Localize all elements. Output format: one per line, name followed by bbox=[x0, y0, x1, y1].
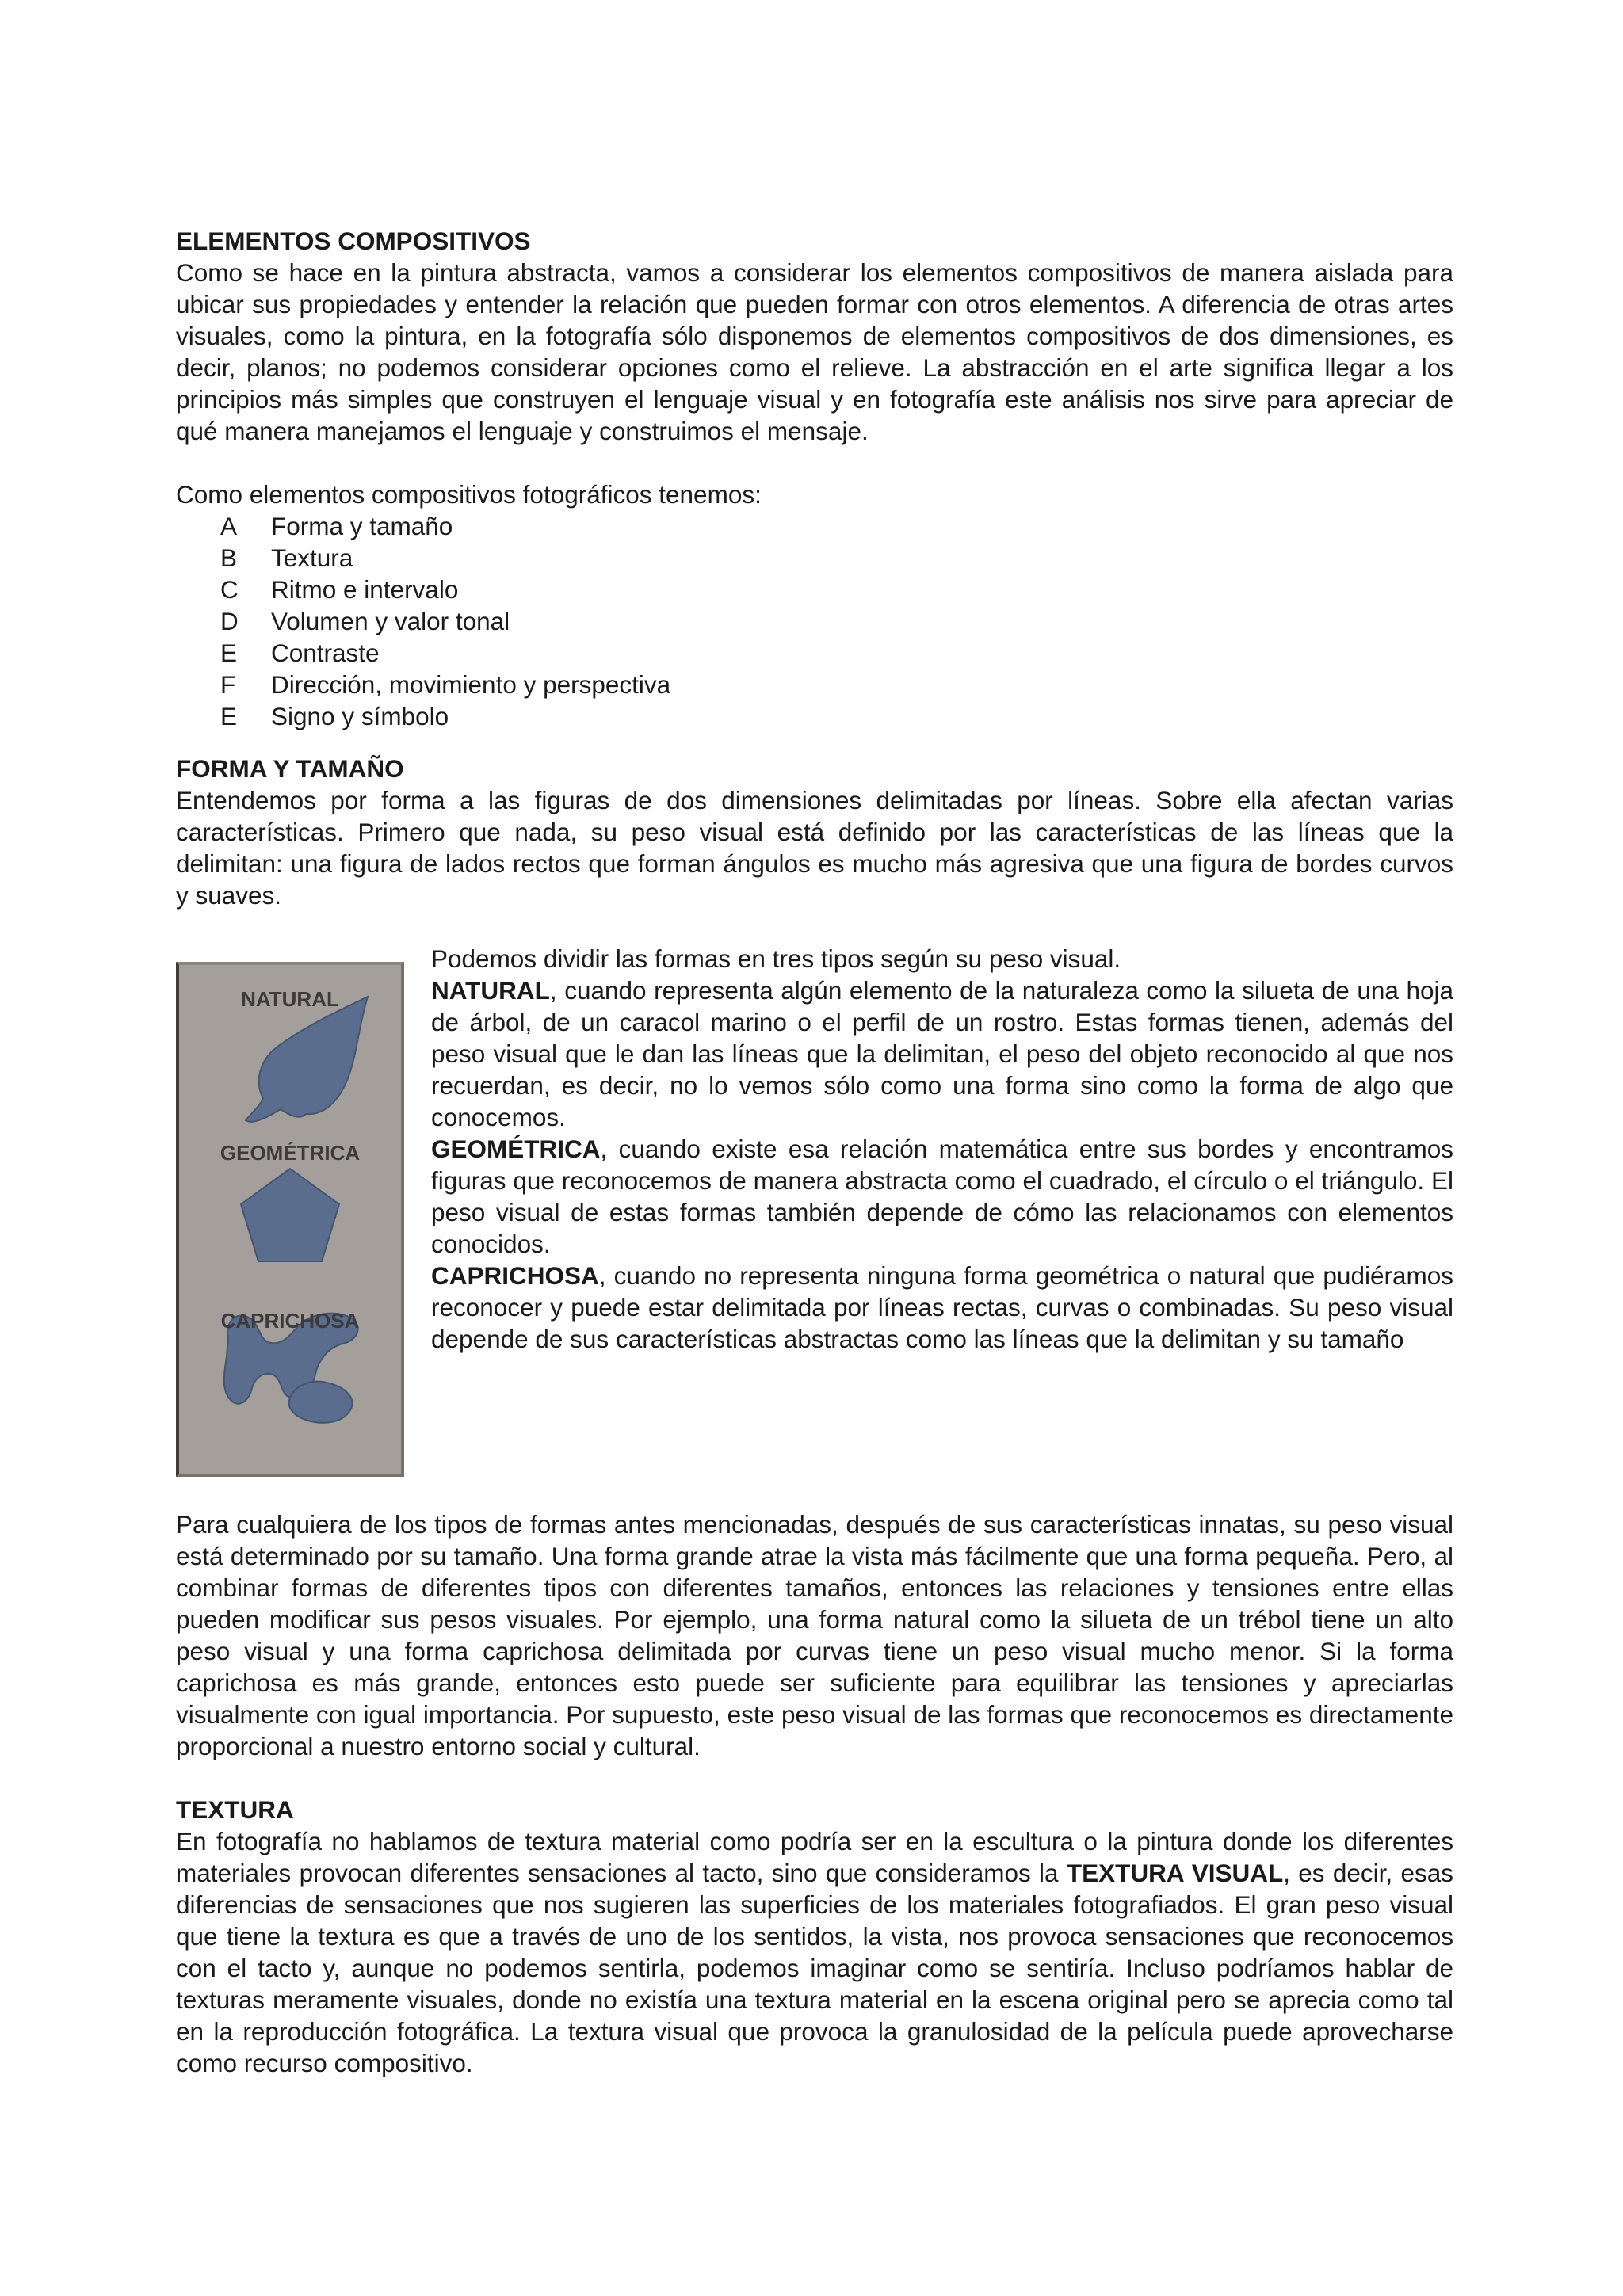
list-item-text: Textura bbox=[271, 543, 353, 572]
label-natural: NATURAL bbox=[241, 987, 339, 1011]
term-geometrica: GEOMÉTRICA bbox=[431, 1135, 601, 1163]
type-natural-description bbox=[431, 974, 1453, 1133]
shape-types-figure bbox=[176, 962, 404, 1477]
list-item bbox=[220, 542, 1453, 574]
term-caprichosa: CAPRICHOSA bbox=[431, 1261, 599, 1290]
list-item-letter: C bbox=[220, 575, 239, 604]
list-item-letter: E bbox=[220, 702, 238, 730]
types-intro: Podemos dividir las formas en tres tipos según su peso visual. bbox=[431, 944, 1121, 973]
natural-text: , cuando representa algún elemento de la naturaleza como la silueta de una hoja de árbol, de un caracol marino o el perfil de un rostro. Estas formas tienen, además del peso visual que le dan las líneas que la delimitan, el peso del objeto reconocido al que nos recuerdan, es decir, no lo vemos sólo como una forma sino como la forma de algo que conocemos. bbox=[431, 976, 1453, 1131]
geometrica-text: , cuando existe esa relación matemática entre sus bordes y encontramos figuras que reconocemos de manera abstracta como el cuadrado, el círculo o el triángulo. El peso visual de estas formas también depende de cómo las relacionamos con elementos conocidos. bbox=[431, 1135, 1453, 1258]
list-item-letter: E bbox=[220, 639, 238, 667]
pentagon-shape bbox=[241, 1169, 339, 1261]
paragraph-tamano: Para cualquiera de los tipos de formas antes mencionadas, después de sus características innatas, su peso visual está determinado por su tamaño. Una forma grande atrae la vista más fácilmente que una forma pequeña. Pero, al combinar formas de diferentes tipos con diferentes tamaños, entonces las relaciones y tensiones entre ellas pueden modificar sus pesos visuales. Por ejemplo, una forma natural como la silueta de un trébol tiene un alto peso visual y una forma caprichosa delimitada por curvas tiene un peso visual mucho menor. Si la forma caprichosa es más grande, entonces esto puede ser suficiente para equilibrar las tensiones y apreciarlas visualmente con igual importancia. Por supuesto, este peso visual de las formas que reconocemos es directamente proporcional a nuestro entorno social y cultural. bbox=[176, 1510, 1453, 1760]
list-item-text: Contraste bbox=[271, 639, 380, 667]
term-textura-visual: TEXTURA VISUAL bbox=[1066, 1859, 1284, 1887]
heading-elementos-compositivos: ELEMENTOS COMPOSITIVOS bbox=[176, 227, 531, 255]
textura-text-before: En fotografía no hablamos de textura material como podría ser en la escultura o la pintura donde los diferentes materiales provocan diferentes sensaciones al tacto, sino que consideramos la bbox=[176, 1827, 1453, 1887]
list-item bbox=[220, 669, 1453, 700]
list-item-letter: A bbox=[220, 512, 238, 540]
list-item-text: Ritmo e intervalo bbox=[271, 575, 459, 604]
paragraph-textura bbox=[176, 1825, 1453, 2079]
paragraph-forma-intro: Entendemos por forma a las figuras de dos dimensiones delimitadas por líneas. Sobre ella afectan varias características. Primero que nada, su peso visual está definido por las características de las líneas que la delimitan: una figura de lados rectos que forman ángulos es mucho más agresiva que una figura de bordes curvos y suaves. bbox=[176, 786, 1453, 910]
list-item-text: Dirección, movimiento y perspectiva bbox=[271, 670, 671, 699]
elements-list bbox=[176, 510, 1453, 732]
shape-types-illustration bbox=[179, 965, 401, 1474]
forma-types-block bbox=[176, 943, 1453, 1477]
document-body bbox=[176, 225, 1453, 2079]
list-item-letter: B bbox=[220, 543, 238, 572]
heading-textura: TEXTURA bbox=[176, 1795, 294, 1824]
list-item bbox=[220, 700, 1453, 732]
list-item-text: Forma y tamaño bbox=[271, 512, 453, 540]
list-item-text: Signo y símbolo bbox=[271, 702, 449, 730]
leaf-shape bbox=[246, 997, 368, 1122]
list-item-text: Volumen y valor tonal bbox=[271, 607, 510, 635]
forma-types-text bbox=[431, 943, 1453, 1477]
list-item bbox=[220, 637, 1453, 669]
term-natural: NATURAL bbox=[431, 976, 550, 1005]
label-caprichosa: CAPRICHOSA bbox=[220, 1309, 360, 1333]
list-intro: Como elementos compositivos fotográficos tenemos: bbox=[176, 480, 762, 509]
type-geometrica-description bbox=[431, 1133, 1453, 1260]
capricious-shape-small bbox=[289, 1382, 353, 1423]
textura-text-after: , es decir, esas diferencias de sensaciones que nos sugieren las superficies de los materiales fotografiados. El gran peso visual que tiene la textura es que a través de uno de los sentidos, la vista, nos provoca sensaciones que reconocemos con el tacto y, aunque no podemos sentirla, podemos imaginar como se sentiría. Incluso podríamos hablar de texturas meramente visuales, donde no existía una textura material en la escena original pero se aprecia como tal en la reproducción fotográfica. La textura visual que provoca la granulosidad de la película puede aprovecharse como recurso compositivo. bbox=[176, 1859, 1453, 2077]
type-caprichosa-description bbox=[431, 1260, 1453, 1355]
heading-forma-y-tamano: FORMA Y TAMAÑO bbox=[176, 754, 404, 783]
list-item bbox=[220, 605, 1453, 637]
label-geometrica: GEOMÉTRICA bbox=[220, 1141, 361, 1165]
list-item-letter: D bbox=[220, 607, 239, 635]
caprichosa-text: , cuando no representa ninguna forma geométrica o natural que pudiéramos reconocer y puede estar delimitada por líneas rectas, curvas o combinadas. Su peso visual depende de sus características abstractas como las líneas que la delimitan y su tamaño bbox=[431, 1261, 1453, 1353]
list-item bbox=[220, 574, 1453, 605]
list-item bbox=[220, 510, 1453, 542]
paragraph-elementos-intro: Como se hace en la pintura abstracta, vamos a considerar los elementos compositivos de manera aislada para ubicar sus propiedades y entender la relación que pueden formar con otros elementos. A diferencia de otras artes visuales, como la pintura, en la fotografía sólo disponemos de elementos compositivos de dos dimensiones, es decir, planos; no podemos considerar opciones como el relieve. La abstracción en el arte significa llegar a los principios más simples que construyen el lenguaje visual y en fotografía este análisis nos sirve para apreciar de qué manera manejamos el lenguaje y construimos el mensaje. bbox=[176, 258, 1453, 445]
list-item-letter: F bbox=[220, 670, 236, 699]
